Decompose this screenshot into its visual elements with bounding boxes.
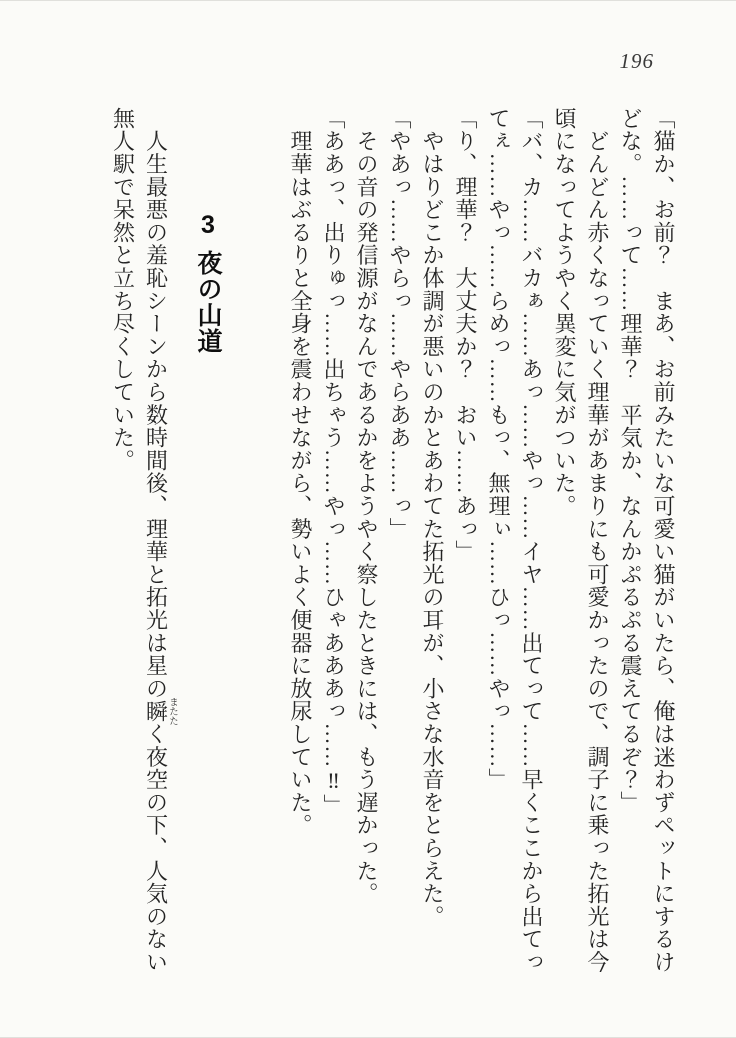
text-line: 「バ、カ……バカぁ……あっ……やっ……イヤ……出てって……早くここから出てっ <box>519 107 544 974</box>
text-line: どな。……って……理華？ 平気か、なんかぷるぷる震えてるぞ？」 <box>618 107 643 814</box>
chapter-number: 3 <box>194 211 222 240</box>
text-line: 人生最悪の羞恥シーンから数時間後、理華と拓光は星の瞬またたく夜空の下、人気のない <box>143 107 177 974</box>
text-line: てぇ……やっ……らめっ……もっ、無理ぃ……ひっ……やっ……」 <box>486 107 511 791</box>
text-line: 「ああっ、出りゅっ……出ちゃう……やっ……ひゃあああっ……‼」 <box>321 107 346 817</box>
text-line: 理華はぶるりと全身を震わせながら、勢いよく便器に放尿していた。 <box>288 107 313 837</box>
text-line: その音の発信源がなんであるかをようやく察したときには、もう遅かった。 <box>354 107 379 905</box>
text-column-block <box>107 107 681 1012</box>
chapter-title: 夜の山道 <box>194 250 222 354</box>
page-number: 196 <box>619 49 654 73</box>
text-line: 「猫か、お前？ まあ、お前みたいな可愛い猫がいたら、俺は迷わずペットにするけ <box>651 107 676 974</box>
text-line: やはりどこか体調が悪いのかとあわてた拓光の耳が、小さな水音をとらえた。 <box>420 107 445 928</box>
text-line: どんどん赤くなっていく理華があまりにも可愛かったので、調子に乗った拓光は今 <box>585 107 610 974</box>
text-line: 頃になってようやく異変に気がついた。 <box>552 107 577 518</box>
text-line: 「やあっ……やらっ……やらああ……っ」 <box>387 107 412 541</box>
chapter-heading <box>191 107 224 1012</box>
text-line: 「り、理華？ 大丈夫か？ おい……あっ」 <box>453 107 478 563</box>
text-line: 無人駅で呆然と立ち尽くしていた。 <box>110 107 136 472</box>
